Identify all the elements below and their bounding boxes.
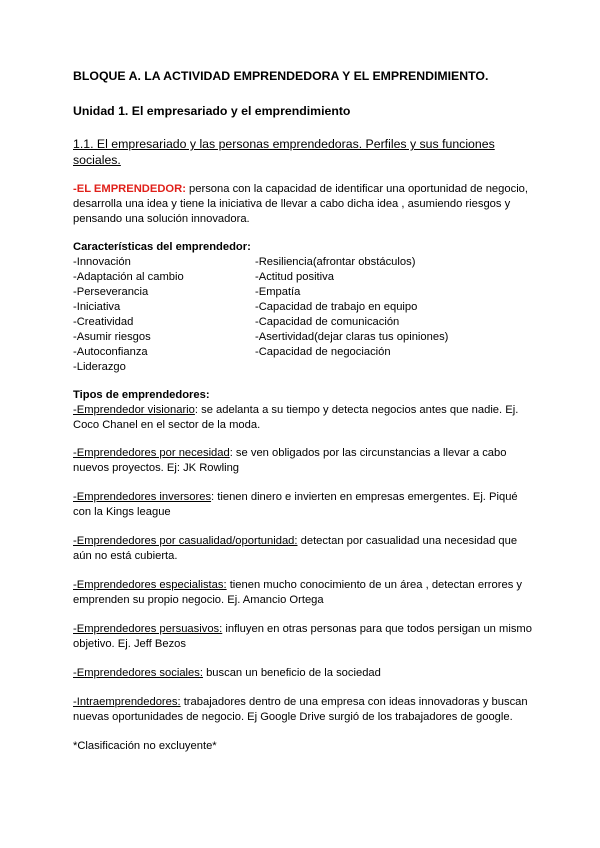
characteristic-right-5: -Capacidad de comunicación [255, 316, 400, 328]
type-1-label: -Emprendedor visionario [73, 404, 195, 416]
definition-line3: pensando una solución innovadora. [73, 213, 250, 225]
type-6-line1: -Emprendedores persuasivos: influyen en otras personas para que todos persigan un mismo [73, 623, 532, 635]
type-5-line1: -Emprendedores especialistas: tienen mucho conocimiento de un área , detectan errores y [73, 579, 522, 591]
type-8-line1: -Intraemprendedores: trabajadores dentro de una empresa con ideas innovadoras y buscan [73, 696, 528, 708]
characteristic-right-6: -Asertividad(dejar claras tus opiniones) [255, 331, 449, 343]
type-5-label: -Emprendedores especialistas: [73, 579, 227, 591]
characteristic-right-2: -Actitud positiva [255, 271, 334, 283]
characteristic-left-5: -Creatividad [73, 316, 134, 328]
definition-line1 [73, 182, 528, 197]
definition-line2: desarrolla una idea y tiene la iniciativa de llevar a cabo dicha idea , asumiendo riesgos y [73, 198, 511, 210]
definition-text1: persona con la capacidad de identificar una oportunidad de negocio, [185, 183, 529, 195]
type-4-line2: aún no está cubierta. [73, 550, 178, 562]
characteristics-heading: Características del emprendedor: [73, 241, 251, 253]
characteristic-left-3: -Perseverancia [73, 286, 149, 298]
type-7-line1: -Emprendedores sociales: buscan un beneficio de la sociedad [73, 667, 381, 679]
definition-term: -EL EMPRENDEDOR: [73, 183, 186, 195]
characteristic-left-8: -Liderazgo [73, 361, 126, 373]
type-8-label: -Intraemprendedores: [73, 696, 181, 708]
characteristic-right-3: -Empatía [255, 286, 301, 298]
type-4-label: -Emprendedores por casualidad/oportunidad: [73, 535, 298, 547]
type-2-line2: nuevos proyectos. Ej: JK Rowling [73, 462, 240, 474]
type-4-line1: -Emprendedores por casualidad/oportunidad: detectan por casualidad una necesidad que [73, 535, 518, 547]
characteristic-left-4: -Iniciativa [73, 301, 121, 313]
classification-note: *Clasificación no excluyente* [73, 740, 217, 752]
type-7-label: -Emprendedores sociales: [73, 667, 203, 679]
section-heading-line2: sociales. [73, 153, 121, 167]
characteristic-left-6: -Asumir riesgos [73, 331, 151, 343]
type-3-line2: con la Kings league [73, 506, 171, 518]
type-2-label: -Emprendedores por necesidad [73, 447, 230, 459]
type-6-label: -Emprendedores persuasivos: [73, 623, 223, 635]
type-8-line2: nuevas oportunidades de negocio. Ej Google Drive surgió de los trabajadores de google. [73, 711, 513, 723]
type-6-line2: objetivo. Ej. Jeff Bezos [73, 638, 186, 650]
type-1-line2: Coco Chanel en el sector de la moda. [73, 419, 261, 431]
type-3-line1: -Emprendedores inversores: tienen dinero e invierten en empresas emergentes. Ej. Piqué [73, 491, 518, 503]
characteristic-left-1: -Innovación [73, 256, 131, 268]
document-title: BLOQUE A. LA ACTIVIDAD EMPRENDEDORA Y EL EMPRENDIMIENTO. [73, 69, 489, 83]
characteristic-left-2: -Adaptación al cambio [73, 271, 184, 283]
type-3-label: -Emprendedores inversores [73, 491, 212, 503]
characteristic-right-1: -Resiliencia(afrontar obstáculos) [255, 256, 416, 268]
type-2-line1: -Emprendedores por necesidad: se ven obligados por las circunstancias a llevar a cabo [73, 447, 507, 459]
characteristic-right-7: -Capacidad de negociación [255, 346, 391, 358]
unit-heading: Unidad 1. El empresariado y el emprendimiento [73, 104, 351, 118]
characteristic-right-4: -Capacidad de trabajo en equipo [255, 301, 418, 313]
characteristic-left-7: -Autoconfianza [73, 346, 148, 358]
types-heading: Tipos de emprendedores: [73, 389, 210, 401]
section-heading-line1: 1.1. El empresariado y las personas emprendedoras. Perfiles y sus funciones [73, 137, 495, 151]
type-1-line1: -Emprendedor visionario: se adelanta a su tiempo y detecta negocios antes que nadie. Ej. [73, 404, 519, 416]
type-5-line2: emprenden su propio negocio. Ej. Amancio Ortega [73, 594, 324, 606]
